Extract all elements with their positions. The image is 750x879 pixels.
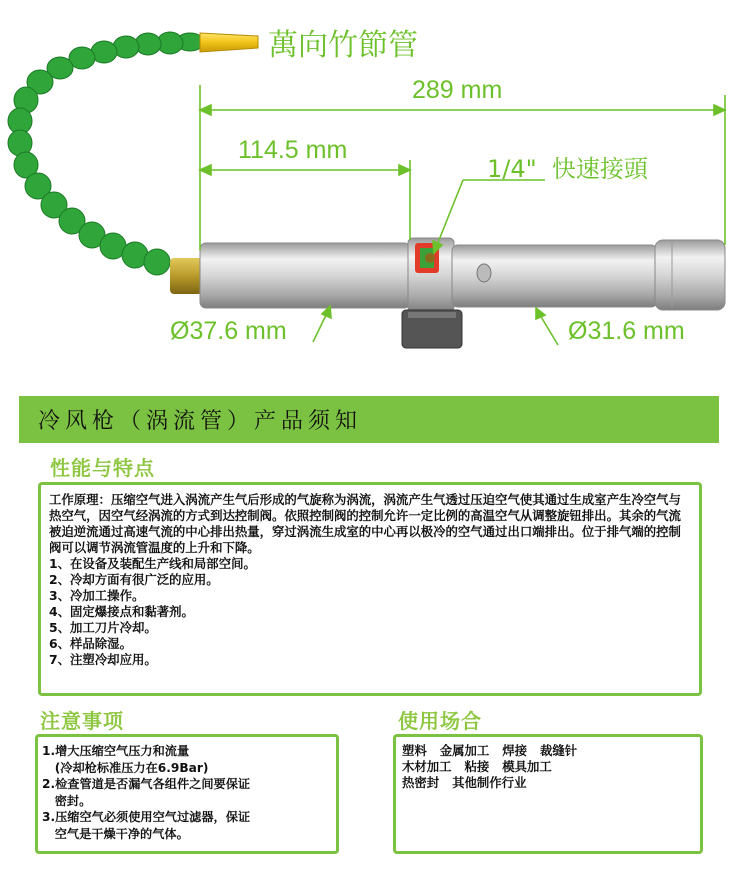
flexible-hose <box>8 32 204 275</box>
feature-item: 3、冷加工操作。 <box>49 588 145 603</box>
feature-item: 5、加工刀片冷却。 <box>49 620 157 635</box>
feature-item: 7、注塑冷却应用。 <box>49 652 157 667</box>
usage-list <box>402 743 694 791</box>
right-diameter-label: Ø31.6 mm <box>568 317 685 345</box>
hose-label: 萬向竹節管 <box>268 28 418 63</box>
feature-item: 6、样品除湿。 <box>49 636 132 651</box>
notes-title: 注意事项 <box>40 709 124 733</box>
features-title: 性能与特点 <box>50 456 155 480</box>
working-principle: 工作原理：压缩空气进入涡流产生气后形成的气旋称为涡流，涡流产生气透过压迫空气使其通过生成室产生冷空气与热空气，因空气经涡流的方式到达控制阀。依照控制阀的控制允许一定比例的高温空气从调整旋钮排出。其余的气流被迫逆流通过高速气流的中心排出热量，穿过涡流生成室的中心再以极冷的空气通过出口端排出。位于排气端的控制阀可以调节涡流管温度的上升和下降。 <box>49 492 681 555</box>
usage-title: 使用场合 <box>398 709 482 733</box>
usage-row: 塑料 金属加工 焊接 裁缝针 <box>402 743 578 758</box>
tube-body-left <box>200 243 410 308</box>
note-item: 密封。 <box>42 793 92 808</box>
usage-row: 热密封 其他制作行业 <box>402 775 527 790</box>
nozzle-tip <box>200 33 258 52</box>
note-item: 空气是干燥干净的气体。 <box>42 826 189 841</box>
feature-item: 2、冷却方面有很广泛的应用。 <box>49 572 219 587</box>
side-port <box>477 264 491 282</box>
features-box <box>38 482 702 696</box>
page-title: 冷风枪（涡流管）产品须知 <box>38 409 363 434</box>
feature-item: 1、在设备及装配生产线和局部空间。 <box>49 556 256 571</box>
notes-list <box>42 743 332 842</box>
notes-box <box>35 734 339 854</box>
total-length-label: 289 mm <box>412 76 503 104</box>
left-diameter-label: Ø37.6 mm <box>170 317 287 345</box>
tube-end-cap <box>655 240 725 310</box>
features-list <box>49 556 691 668</box>
feature-item: 4、固定爆接点和黏著剂。 <box>49 604 194 619</box>
usage-box <box>393 734 703 854</box>
note-item: 3.压缩空气必须使用空气过滤器，保证 <box>42 810 251 824</box>
note-item: 2.检查管道是否漏气各组件之间要保证 <box>42 777 251 791</box>
brass-fitting <box>170 258 202 294</box>
partial-length-label: 114.5 mm <box>238 136 348 164</box>
note-item: 1.增大压缩空气压力和流量 <box>42 744 190 758</box>
connector-label: 1/4" 快速接頭 <box>487 155 648 183</box>
note-item: (冷却枪标准压力在6.9Bar) <box>42 760 209 775</box>
usage-row: 木材加工 粘接 模具加工 <box>402 759 552 774</box>
